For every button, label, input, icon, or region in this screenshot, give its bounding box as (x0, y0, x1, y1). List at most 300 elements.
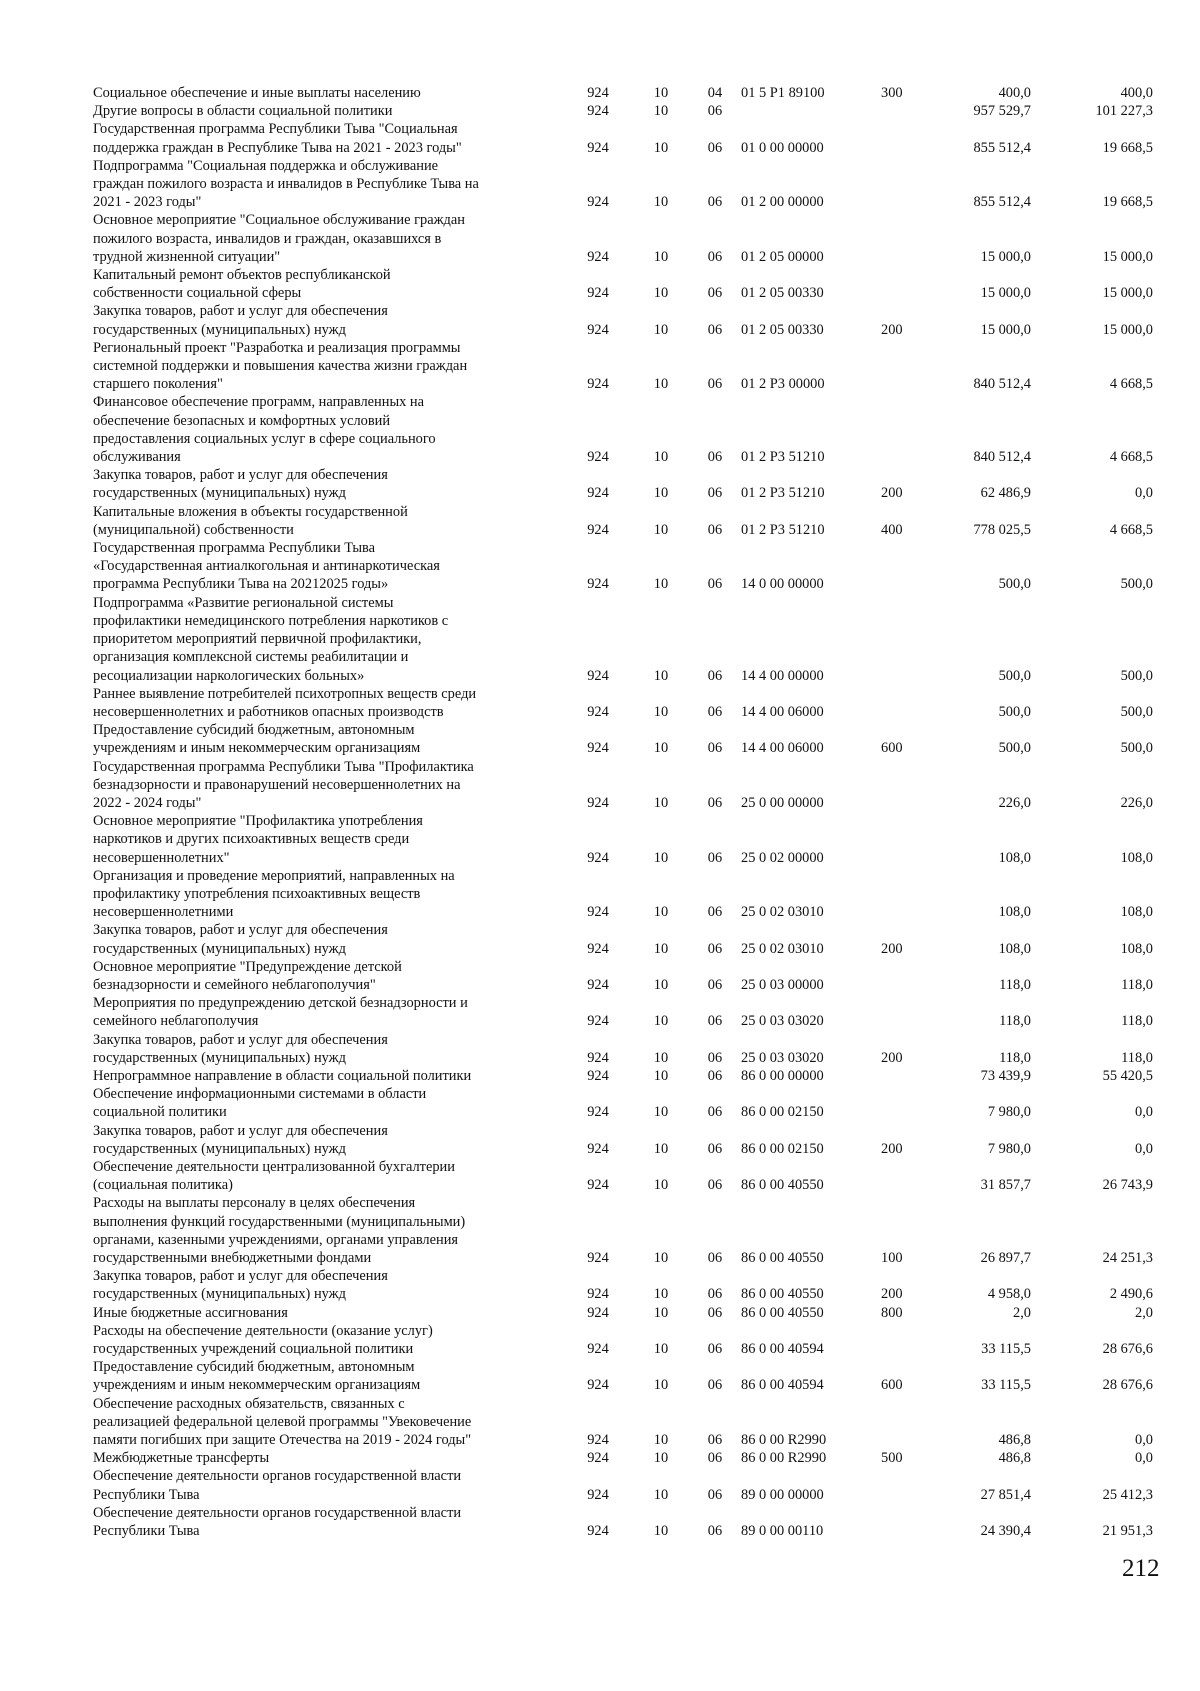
section-code: 10 (653, 139, 669, 156)
section-code: 10 (653, 103, 669, 120)
row-name: Закупка товаров, работ и услуг для обеспечения государственных (муниципальных) нужд (93, 303, 388, 338)
amount-2024: 15 000,0 (1102, 285, 1153, 302)
amount-2024: 0,0 (1135, 1432, 1153, 1449)
ministry-code: 924 (587, 485, 609, 502)
subsection-code: 06 (707, 703, 723, 720)
row-name: Капитальные вложения в объекты государственной (муниципальной) собственности (93, 503, 408, 538)
table-row (93, 1504, 1153, 1540)
table-row (93, 1194, 1153, 1267)
target-article-code: 25 0 02 03010 (741, 904, 824, 921)
target-article-code: 01 2 P3 51210 (741, 449, 825, 466)
table-row (93, 1358, 1153, 1394)
expense-type-code: 200 (881, 1049, 903, 1066)
amount-2023: 486,8 (998, 1432, 1031, 1449)
amount-2023: 500,0 (998, 740, 1031, 757)
expense-type-code (881, 867, 921, 922)
expense-type-code (881, 266, 921, 302)
section-code: 10 (653, 521, 669, 538)
row-name: Закупка товаров, работ и услуг для обеспечения государственных (муниципальных) нужд (93, 1122, 388, 1157)
amount-2024: 19 668,5 (1102, 194, 1153, 211)
amount-2024: 500,0 (1120, 576, 1153, 593)
expense-type-code (881, 211, 921, 266)
ministry-code: 924 (587, 667, 609, 684)
table-row (93, 84, 1153, 102)
subsection-code: 06 (707, 1104, 723, 1121)
section-code: 10 (653, 1140, 669, 1157)
section-code: 10 (653, 1067, 669, 1084)
row-name: Подпрограмма "Социальная поддержка и обслуживание граждан пожилого возраста и инвалидов в Республике Тыва на 2021 - 2023 годы" (93, 157, 479, 211)
amount-2024: 118,0 (1121, 1049, 1153, 1066)
expense-type-code: 400 (881, 521, 903, 538)
target-article-code: 86 0 00 02150 (741, 1140, 824, 1157)
amount-2023: 118,0 (999, 976, 1031, 993)
row-name: Государственная программа Республики Тыва "Профилактика безнадзорности и правонарушений несовершеннолетних на 2022 - 2024 годы" (93, 758, 474, 811)
expense-type-code: 100 (881, 1250, 903, 1266)
target-article-code: 86 0 00 40594 (741, 1341, 824, 1358)
expense-type-code: 800 (881, 1304, 903, 1321)
section-code: 10 (653, 703, 669, 720)
row-name: Региональный проект "Разработка и реализация программы системной поддержки и повышения качества жизни граждан старшего поколения" (93, 339, 468, 393)
subsection-code: 06 (707, 976, 723, 993)
row-name: Основное мероприятие "Предупреждение детской безнадзорности и семейного неблагополучия" (93, 958, 402, 993)
target-article-code: 86 0 00 R2990 (741, 1450, 827, 1467)
amount-2023: 500,0 (998, 703, 1031, 720)
ministry-code: 924 (587, 139, 609, 156)
amount-2024: 15 000,0 (1102, 321, 1153, 338)
target-article-code: 86 0 00 40550 (741, 1286, 824, 1303)
row-name: Закупка товаров, работ и услуг для обеспечения государственных (муниципальных) нужд (93, 467, 388, 502)
section-code: 10 (653, 1304, 669, 1321)
section-code: 10 (653, 1432, 669, 1449)
expense-type-code (881, 102, 921, 120)
row-name: Расходы на обеспечение деятельности (оказание услуг) государственных учреждений социальной политики (93, 1322, 433, 1358)
amount-2024: 4 668,5 (1109, 521, 1153, 538)
row-name: Непрограммное направление в области социальной политики (93, 1067, 472, 1084)
table-row (93, 266, 1153, 302)
section-code: 10 (653, 1341, 669, 1358)
amount-2024: 118,0 (1121, 1013, 1153, 1030)
row-name: Основное мероприятие "Социальное обслуживание граждан пожилого возраста, инвалидов и граждан, оказавшихся в трудной жизненной ситуации" (93, 212, 465, 265)
amount-2024: 108,0 (1120, 904, 1153, 921)
table-row (93, 1122, 1153, 1158)
ministry-code: 924 (587, 1432, 609, 1449)
row-name: Капитальный ремонт объектов республиканской собственности социальной сферы (93, 267, 391, 302)
row-name: Иные бюджетные ассигнования (93, 1304, 288, 1321)
amount-2023: 15 000,0 (980, 248, 1031, 265)
row-name: Обеспечение деятельности централизованной бухгалтерии (социальная политика) (93, 1158, 455, 1194)
target-article-code: 25 0 03 00000 (741, 976, 824, 993)
ministry-code: 924 (587, 940, 609, 957)
section-code: 10 (653, 321, 669, 338)
row-name: Организация и проведение мероприятий, направленных на профилактику употребления психоактивных веществ несовершеннолетними (93, 867, 455, 921)
ministry-code: 924 (587, 1104, 609, 1121)
subsection-code: 06 (707, 1450, 723, 1467)
expense-type-code (881, 594, 921, 685)
table-row (93, 921, 1153, 957)
section-code: 10 (653, 1104, 669, 1121)
subsection-code: 06 (707, 376, 723, 393)
ministry-code: 924 (587, 1049, 609, 1066)
section-code: 10 (653, 794, 669, 811)
amount-2024: 19 668,5 (1102, 139, 1153, 156)
subsection-code: 06 (707, 1377, 723, 1394)
table-row (93, 1304, 1153, 1322)
ministry-code: 924 (587, 1341, 609, 1358)
budget-table (93, 84, 1153, 1540)
ministry-code: 924 (587, 904, 609, 921)
row-name: Основное мероприятие "Профилактика употребления наркотиков и других психоактивных веществ среди несовершеннолетних" (93, 813, 423, 866)
amount-2024: 108,0 (1120, 940, 1153, 957)
section-code: 10 (653, 1486, 669, 1503)
amount-2024: 0,0 (1135, 1104, 1153, 1121)
ministry-code: 924 (587, 521, 609, 538)
amount-2024: 101 227,3 (1095, 103, 1153, 120)
expense-type-code (881, 539, 921, 594)
table-row (93, 393, 1153, 466)
amount-2023: 108,0 (998, 849, 1031, 866)
row-name: Финансовое обеспечение программ, направленных на обеспечение безопасных и комфортных условий предоставления социальных услуг в сфере социального обслуживания (93, 394, 436, 466)
expense-type-code: 200 (881, 1140, 903, 1157)
amount-2023: 840 512,4 (973, 376, 1031, 393)
expense-type-code (881, 758, 921, 813)
ministry-code: 924 (587, 1067, 609, 1084)
section-code: 10 (653, 1250, 669, 1266)
subsection-code: 06 (707, 103, 723, 120)
target-article-code: 25 0 02 03010 (741, 940, 824, 957)
target-article-code: 86 0 00 40550 (741, 1250, 824, 1266)
table-row (93, 1267, 1153, 1303)
row-name: Раннее выявление потребителей психотропных веществ среди несовершеннолетних и работников опасных производств (93, 685, 477, 720)
target-article-code: 14 4 00 06000 (741, 703, 824, 720)
row-name: Закупка товаров, работ и услуг для обеспечения государственных (муниципальных) нужд (93, 922, 388, 957)
amount-2024: 400,0 (1120, 85, 1153, 101)
expense-type-code: 300 (881, 85, 903, 101)
amount-2024: 226,0 (1120, 794, 1153, 811)
amount-2023: 855 512,4 (973, 139, 1031, 156)
amount-2023: 15 000,0 (980, 321, 1031, 338)
subsection-code: 06 (707, 194, 723, 211)
page-number: 212 (1122, 1555, 1160, 1582)
target-article-code: 01 5 P1 89100 (741, 85, 825, 101)
amount-2024: 15 000,0 (1102, 248, 1153, 265)
amount-2023: 778 025,5 (973, 521, 1031, 538)
subsection-code: 06 (707, 285, 723, 302)
row-name: Предоставление субсидий бюджетным, автономным учреждениям и иным некоммерческим организациям (93, 1359, 421, 1394)
table-row (93, 685, 1153, 721)
target-article-code: 86 0 00 02150 (741, 1104, 824, 1121)
table-row (93, 994, 1153, 1030)
expense-type-code: 500 (881, 1450, 903, 1467)
ministry-code: 924 (587, 321, 609, 338)
section-code: 10 (653, 248, 669, 265)
ministry-code: 924 (587, 1250, 609, 1266)
amount-2023: 118,0 (999, 1013, 1031, 1030)
amount-2024: 108,0 (1120, 849, 1153, 866)
amount-2023: 486,8 (998, 1450, 1031, 1467)
row-name: Обеспечение деятельности органов государственной власти Республики Тыва (93, 1468, 462, 1503)
expense-type-code (881, 1395, 921, 1450)
amount-2024: 0,0 (1135, 1140, 1153, 1157)
ministry-code: 924 (587, 103, 609, 120)
amount-2024: 500,0 (1120, 667, 1153, 684)
ministry-code: 924 (587, 576, 609, 593)
subsection-code: 06 (707, 449, 723, 466)
expense-type-code (881, 339, 921, 394)
amount-2023: 108,0 (998, 940, 1031, 957)
ministry-code: 924 (587, 1140, 609, 1157)
target-article-code: 86 0 00 40550 (741, 1177, 824, 1194)
table-row (93, 958, 1153, 994)
target-article-code: 14 0 00 00000 (741, 576, 824, 593)
subsection-code: 06 (707, 667, 723, 684)
table-row (93, 1467, 1153, 1503)
section-code: 10 (653, 1286, 669, 1303)
ministry-code: 924 (587, 285, 609, 302)
section-code: 10 (653, 85, 669, 101)
subsection-code: 06 (707, 1177, 723, 1194)
amount-2023: 840 512,4 (973, 449, 1031, 466)
target-article-code: 25 0 03 03020 (741, 1049, 824, 1066)
table-row (93, 503, 1153, 539)
amount-2023: 7 980,0 (987, 1104, 1031, 1121)
table-row (93, 721, 1153, 757)
table-row (93, 102, 1153, 120)
ministry-code: 924 (587, 1377, 609, 1394)
target-article-code: 25 0 00 00000 (741, 794, 824, 811)
target-article-code: 14 4 00 06000 (741, 740, 824, 757)
row-name: Другие вопросы в области социальной политики (93, 103, 393, 120)
amount-2023: 400,0 (998, 85, 1031, 101)
table-row (93, 594, 1153, 685)
section-code: 10 (653, 1450, 669, 1467)
subsection-code: 04 (707, 85, 723, 101)
table-row (93, 867, 1153, 922)
section-code: 10 (653, 667, 669, 684)
amount-2023: 226,0 (998, 794, 1031, 811)
expense-type-code (881, 994, 921, 1030)
expense-type-code (881, 958, 921, 994)
target-article-code: 25 0 03 03020 (741, 1013, 824, 1030)
target-article-code: 01 2 P3 51210 (741, 521, 825, 538)
amount-2023: 2,0 (1013, 1304, 1031, 1321)
ministry-code: 924 (587, 703, 609, 720)
section-code: 10 (653, 576, 669, 593)
table-row (93, 339, 1153, 394)
section-code: 10 (653, 849, 669, 866)
amount-2024: 25 412,3 (1102, 1486, 1153, 1503)
section-code: 10 (653, 904, 669, 921)
target-article-code: 01 2 05 00330 (741, 285, 824, 302)
section-code: 10 (653, 1177, 669, 1194)
subsection-code: 06 (707, 1013, 723, 1030)
amount-2024: 118,0 (1121, 976, 1153, 993)
amount-2024: 26 743,9 (1102, 1177, 1153, 1194)
amount-2023: 26 897,7 (980, 1250, 1031, 1266)
subsection-code: 06 (707, 1250, 723, 1266)
target-article-code: 14 4 00 00000 (741, 667, 824, 684)
subsection-code: 06 (707, 1286, 723, 1303)
amount-2023: 31 857,7 (980, 1177, 1031, 1194)
section-code: 10 (653, 194, 669, 211)
amount-2024: 28 676,6 (1102, 1341, 1153, 1358)
ministry-code: 924 (587, 376, 609, 393)
table-row (93, 758, 1153, 813)
table-row (93, 1395, 1153, 1450)
table-row (93, 539, 1153, 594)
row-name: Расходы на выплаты персоналу в целях обеспечения выполнения функций государственными (муниципальными) органами, казенными учреждениями, органами управления государственными внебюджетными фондами (93, 1195, 466, 1266)
expense-type-code (881, 1504, 921, 1540)
subsection-code: 06 (707, 321, 723, 338)
ministry-code: 924 (587, 1486, 609, 1503)
subsection-code: 06 (707, 1304, 723, 1321)
ministry-code: 924 (587, 849, 609, 866)
amount-2023: 500,0 (998, 576, 1031, 593)
section-code: 10 (653, 449, 669, 466)
subsection-code: 06 (707, 940, 723, 957)
table-row (93, 1322, 1153, 1358)
target-article-code: 01 2 P3 51210 (741, 485, 825, 502)
section-code: 10 (653, 940, 669, 957)
ministry-code: 924 (587, 1286, 609, 1303)
target-article-code: 01 0 00 00000 (741, 139, 824, 156)
expense-type-code: 200 (881, 485, 903, 502)
budget-table-body (93, 84, 1153, 1540)
subsection-code: 06 (707, 1432, 723, 1449)
table-row (93, 1067, 1153, 1085)
target-article-code: 01 2 P3 00000 (741, 376, 825, 393)
row-name: Социальное обеспечение и иные выплаты населению (93, 85, 421, 101)
row-name: Государственная программа Республики Тыва «Государственная антиалкогольная и антинаркотическая программа Республики Тыва на 20212025 годы» (93, 540, 440, 593)
row-name: Мероприятия по предупреждению детской безнадзорности и семейного неблагополучия (93, 995, 468, 1030)
amount-2023: 24 390,4 (980, 1523, 1031, 1540)
subsection-code: 06 (707, 1486, 723, 1503)
subsection-code: 06 (707, 740, 723, 757)
subsection-code: 06 (707, 1523, 723, 1540)
amount-2024: 0,0 (1135, 485, 1153, 502)
target-article-code: 86 0 00 40594 (741, 1377, 824, 1394)
target-article-code: 89 0 00 00110 (741, 1523, 824, 1540)
target-article-code: 01 2 05 00330 (741, 321, 824, 338)
amount-2023: 62 486,9 (980, 485, 1031, 502)
ministry-code: 924 (587, 1304, 609, 1321)
ministry-code: 924 (587, 1450, 609, 1467)
amount-2024: 28 676,6 (1102, 1377, 1153, 1394)
amount-2024: 24 251,3 (1102, 1250, 1153, 1266)
target-article-code (741, 102, 881, 120)
amount-2023: 108,0 (998, 904, 1031, 921)
amount-2023: 7 980,0 (987, 1140, 1031, 1157)
expense-type-code (881, 1467, 921, 1503)
ministry-code: 924 (587, 85, 609, 101)
subsection-code: 06 (707, 521, 723, 538)
table-row (93, 302, 1153, 338)
subsection-code: 06 (707, 1341, 723, 1358)
table-row (93, 1158, 1153, 1194)
table-row (93, 120, 1153, 156)
expense-type-code (881, 812, 921, 867)
amount-2023: 73 439,9 (980, 1067, 1031, 1084)
section-code: 10 (653, 1049, 669, 1066)
subsection-code: 06 (707, 849, 723, 866)
row-name: Обеспечение расходных обязательств, связанных с реализацией федеральной целевой программы "Увековечение памяти погибших при защите Отечества на 2019 - 2024 годы" (93, 1395, 472, 1449)
section-code: 10 (653, 976, 669, 993)
amount-2024: 2,0 (1135, 1304, 1153, 1321)
amount-2024: 0,0 (1135, 1450, 1153, 1467)
table-row (93, 211, 1153, 266)
section-code: 10 (653, 1523, 669, 1540)
amount-2024: 500,0 (1120, 740, 1153, 757)
ministry-code: 924 (587, 449, 609, 466)
ministry-code: 924 (587, 1013, 609, 1030)
expense-type-code (881, 1322, 921, 1358)
row-name: Государственная программа Республики Тыва "Социальная поддержка граждан в Республике Тыва на 2021 - 2023 годы" (93, 121, 462, 156)
amount-2024: 2 490,6 (1109, 1286, 1153, 1303)
subsection-code: 06 (707, 1049, 723, 1066)
amount-2023: 27 851,4 (980, 1486, 1031, 1503)
amount-2024: 4 668,5 (1109, 449, 1153, 466)
expense-type-code (881, 1085, 921, 1121)
subsection-code: 06 (707, 248, 723, 265)
amount-2023: 15 000,0 (980, 285, 1031, 302)
amount-2024: 4 668,5 (1109, 376, 1153, 393)
amount-2023: 957 529,7 (973, 103, 1031, 120)
target-article-code: 89 0 00 00000 (741, 1486, 824, 1503)
ministry-code: 924 (587, 248, 609, 265)
table-row (93, 812, 1153, 867)
expense-type-code (881, 1067, 921, 1085)
target-article-code: 86 0 00 00000 (741, 1067, 824, 1084)
amount-2023: 500,0 (998, 667, 1031, 684)
expense-type-code: 200 (881, 940, 903, 957)
expense-type-code: 600 (881, 1377, 903, 1394)
ministry-code: 924 (587, 976, 609, 993)
expense-type-code (881, 1158, 921, 1194)
table-row (93, 1085, 1153, 1121)
row-name: Закупка товаров, работ и услуг для обеспечения государственных (муниципальных) нужд (93, 1268, 388, 1303)
expense-type-code: 200 (881, 321, 903, 338)
table-row (93, 466, 1153, 502)
expense-type-code (881, 157, 921, 212)
section-code: 10 (653, 1013, 669, 1030)
expense-type-code: 600 (881, 740, 903, 757)
expense-type-code: 200 (881, 1286, 903, 1303)
section-code: 10 (653, 485, 669, 502)
target-article-code: 86 0 00 40550 (741, 1304, 824, 1321)
expense-type-code (881, 685, 921, 721)
subsection-code: 06 (707, 904, 723, 921)
row-name: Подпрограмма «Развитие региональной системы профилактики немедицинского потребления наркотиков с приоритетом мероприятий первичной профилактики, организация комплексной системы реабилитации и ресоциализации наркологических больных» (93, 594, 449, 684)
row-name: Предоставление субсидий бюджетным, автономным учреждениям и иным некоммерческим организациям (93, 722, 421, 757)
ministry-code: 924 (587, 1523, 609, 1540)
subsection-code: 06 (707, 485, 723, 502)
section-code: 10 (653, 285, 669, 302)
amount-2023: 33 115,5 (981, 1377, 1031, 1394)
target-article-code: 86 0 00 R2990 (741, 1432, 827, 1449)
ministry-code: 924 (587, 794, 609, 811)
section-code: 10 (653, 1377, 669, 1394)
target-article-code: 01 2 05 00000 (741, 248, 824, 265)
expense-type-code (881, 120, 921, 156)
ministry-code: 924 (587, 1177, 609, 1194)
amount-2023: 855 512,4 (973, 194, 1031, 211)
row-name: Закупка товаров, работ и услуг для обеспечения государственных (муниципальных) нужд (93, 1031, 388, 1066)
ministry-code: 924 (587, 194, 609, 211)
ministry-code: 924 (587, 740, 609, 757)
amount-2023: 118,0 (999, 1049, 1031, 1066)
section-code: 10 (653, 376, 669, 393)
subsection-code: 06 (707, 576, 723, 593)
amount-2024: 21 951,3 (1102, 1523, 1153, 1540)
